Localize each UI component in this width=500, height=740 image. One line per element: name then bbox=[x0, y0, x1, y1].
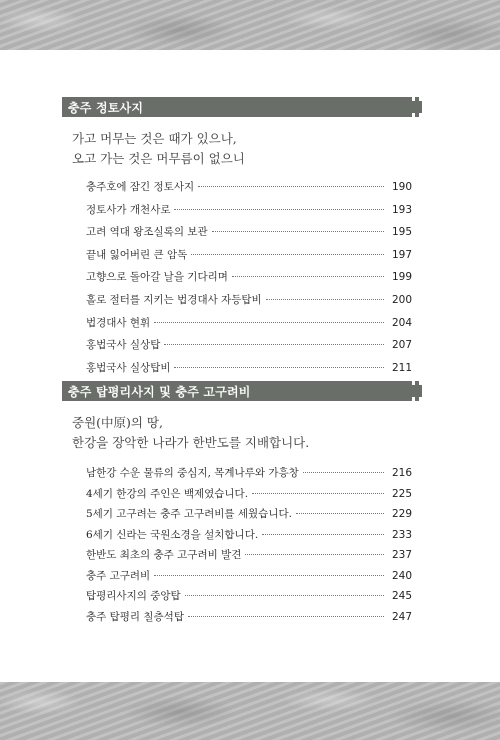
dot-leader bbox=[266, 299, 384, 300]
toc-entry-page: 190 bbox=[391, 181, 412, 193]
header-tab-decoration bbox=[412, 101, 422, 113]
header-tab-decoration bbox=[412, 385, 422, 397]
dot-leader bbox=[212, 231, 384, 232]
toc-entry[interactable] bbox=[86, 547, 412, 568]
dot-leader bbox=[154, 322, 384, 323]
toc-entry-page: 200 bbox=[391, 293, 412, 306]
toc-entry[interactable] bbox=[86, 247, 412, 270]
toc-entry-title: 한반도 최초의 충주 고구려비 발견 bbox=[86, 549, 242, 561]
toc-entry[interactable] bbox=[86, 506, 412, 527]
toc-entry-title: 고려 역대 왕조실록의 보관 bbox=[86, 226, 208, 239]
section-title: 충주 정토사지 bbox=[68, 100, 144, 115]
dot-leader bbox=[174, 367, 384, 368]
toc-entry-title: 정토사가 개천사로 bbox=[86, 203, 171, 216]
dot-leader bbox=[296, 513, 384, 514]
intro-line: 가고 머무는 것은 때가 있으나, bbox=[72, 131, 237, 146]
toc-entry-page: 240 bbox=[391, 569, 412, 582]
toc-entry-title: 법경대사 현휘 bbox=[86, 316, 151, 329]
dot-leader bbox=[245, 554, 384, 555]
section-intro bbox=[72, 129, 422, 169]
toc-section-jeongtosaji bbox=[62, 97, 422, 382]
toc-entry-title: 충주호에 잠긴 정토사지 bbox=[86, 181, 195, 193]
toc-entry-title: 홀로 절터를 지키는 법경대사 자등탑비 bbox=[86, 293, 262, 306]
top-texture-band bbox=[0, 0, 500, 50]
toc-entry-page: 211 bbox=[391, 361, 412, 374]
toc-entry[interactable] bbox=[86, 315, 412, 338]
toc-section-tappyeongrisaji bbox=[62, 381, 422, 629]
section-intro bbox=[72, 413, 422, 453]
dot-leader bbox=[303, 472, 384, 473]
toc-entry-page: 245 bbox=[391, 590, 412, 602]
toc-entry-page: 199 bbox=[391, 271, 412, 284]
toc-entry[interactable] bbox=[86, 337, 412, 360]
section-title: 충주 탑평리사지 및 충주 고구려비 bbox=[68, 384, 251, 399]
dot-leader bbox=[174, 209, 384, 210]
toc-entry-title: 6세기 신라는 국원소경을 설치합니다. bbox=[86, 528, 259, 541]
toc-entry-page: 229 bbox=[391, 508, 412, 520]
toc-entry[interactable] bbox=[86, 360, 412, 383]
toc-entry[interactable] bbox=[86, 588, 412, 609]
toc-entry[interactable] bbox=[86, 179, 412, 202]
toc-entry[interactable] bbox=[86, 609, 412, 630]
toc-entry-title: 충주 탑평리 칠층석탑 bbox=[86, 610, 184, 623]
section-header bbox=[62, 97, 412, 117]
dot-leader bbox=[252, 493, 384, 494]
toc-list bbox=[86, 179, 412, 382]
dot-leader bbox=[188, 616, 384, 617]
toc-entry-page: 216 bbox=[391, 467, 412, 479]
dot-leader bbox=[198, 186, 384, 187]
intro-line: 중원(中原)의 땅, bbox=[72, 415, 164, 430]
toc-entry[interactable] bbox=[86, 224, 412, 247]
intro-line: 한강을 장악한 나라가 한반도를 지배합니다. bbox=[72, 435, 310, 450]
toc-entry-title: 홍법국사 실상탑 bbox=[86, 339, 161, 352]
dot-leader bbox=[232, 276, 384, 277]
toc-entry[interactable] bbox=[86, 465, 412, 486]
toc-entry[interactable] bbox=[86, 568, 412, 589]
toc-entry-title: 5세기 고구려는 충주 고구려비를 세웠습니다. bbox=[86, 508, 292, 520]
toc-entry-page: 197 bbox=[391, 248, 412, 261]
toc-entry-page: 233 bbox=[391, 528, 412, 541]
toc-entry-title: 끝내 잃어버린 큰 암독 bbox=[86, 248, 188, 261]
toc-entry-page: 193 bbox=[391, 203, 412, 216]
toc-entry-title: 홍법국사 실상탑비 bbox=[86, 361, 171, 374]
intro-line: 오고 가는 것은 머무름이 없으니 bbox=[72, 151, 245, 166]
toc-entry[interactable] bbox=[86, 486, 412, 507]
dot-leader bbox=[185, 595, 384, 596]
dot-leader bbox=[191, 254, 384, 255]
toc-entry-page: 204 bbox=[391, 316, 412, 329]
toc-entry[interactable] bbox=[86, 292, 412, 315]
toc-entry[interactable] bbox=[86, 202, 412, 225]
dot-leader bbox=[164, 344, 384, 345]
dot-leader bbox=[154, 575, 384, 576]
toc-entry-page: 237 bbox=[391, 549, 412, 561]
bottom-texture-band bbox=[0, 682, 500, 740]
dot-leader bbox=[262, 534, 384, 535]
toc-entry-page: 207 bbox=[391, 339, 412, 352]
toc-entry-title: 남한강 수운 물류의 중심지, 목계나루와 가흥창 bbox=[86, 467, 299, 479]
toc-list bbox=[86, 465, 412, 629]
toc-entry-title: 4세기 한강의 주인은 백제였습니다. bbox=[86, 487, 249, 500]
toc-entry-page: 247 bbox=[391, 610, 412, 623]
toc-entry-page: 195 bbox=[391, 226, 412, 239]
toc-entry-title: 고향으로 돌아갈 날을 기다리며 bbox=[86, 271, 228, 284]
toc-entry-title: 충주 고구려비 bbox=[86, 569, 151, 582]
section-header bbox=[62, 381, 412, 401]
toc-entry[interactable] bbox=[86, 527, 412, 548]
toc-entry[interactable] bbox=[86, 269, 412, 292]
toc-entry-page: 225 bbox=[391, 487, 412, 500]
toc-entry-title: 탑평리사지의 중앙탑 bbox=[86, 590, 181, 602]
